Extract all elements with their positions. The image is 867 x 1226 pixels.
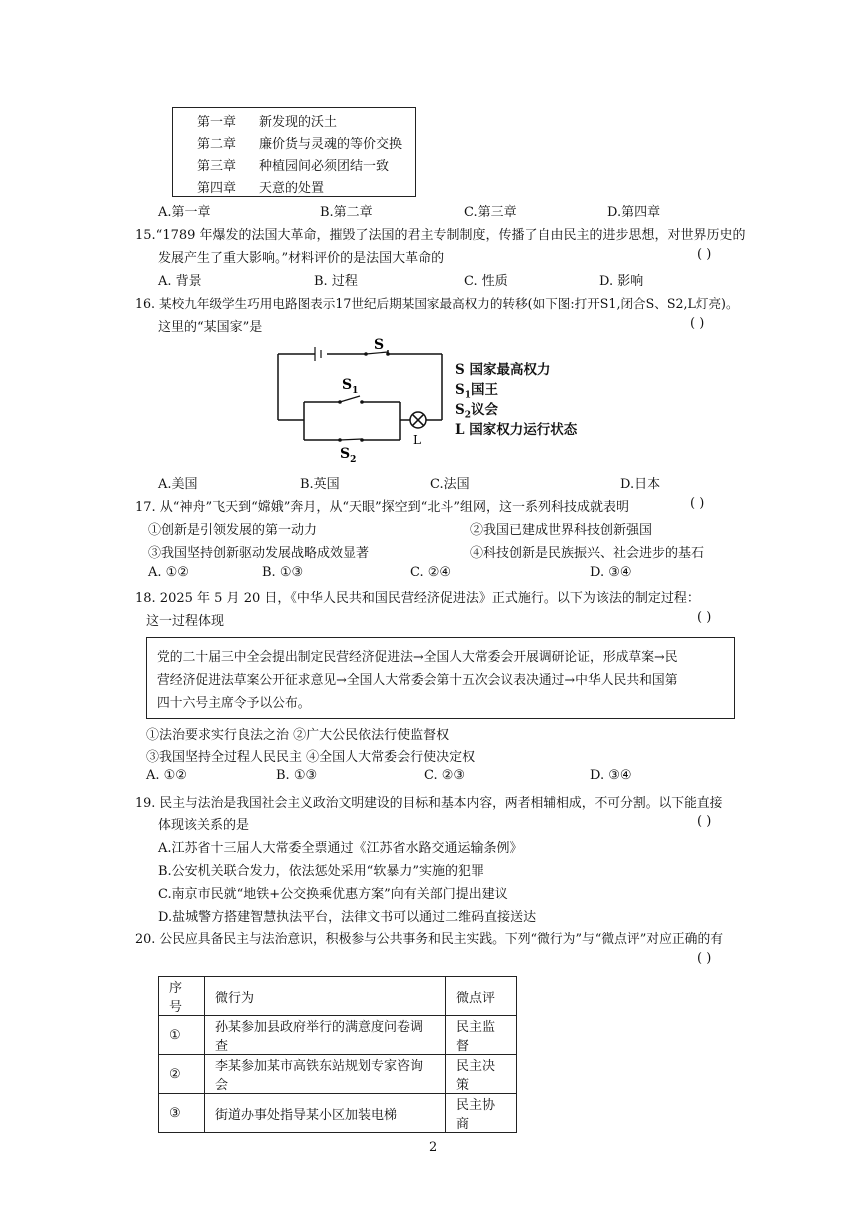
q17-answer-paren: ( ) xyxy=(690,496,705,511)
header-cell: 微点评 xyxy=(446,977,517,1016)
table-cell: 民主决策 xyxy=(446,1055,517,1094)
q15-stem-line2: 发展产生了重大影响。”材料评价的是法国大革命的 xyxy=(158,251,445,266)
q19-stem-line2: 体现该关系的是 xyxy=(158,818,250,833)
micro-behavior-table xyxy=(158,976,517,1133)
q18-stem-line1: 18. 2025 年 5 月 20 日，《中华人民共和国民营经济促进法》正式施行。以下为该法的制定过程： xyxy=(135,591,700,606)
legend-s2: $S_2$议会 xyxy=(455,402,499,421)
q14-option-d: D.第四章 xyxy=(607,205,661,220)
q17-option-a: A. ①② xyxy=(148,565,189,580)
q16-stem-line2: 这里的“某国家”是 xyxy=(158,320,263,335)
q19-stem-line1: 19. 民主与法治是我国社会主义政治文明建设的目标和基本内容，两者相辅相成，不可分割。以下能直接 xyxy=(135,796,723,811)
table-header-row xyxy=(159,977,517,1016)
q18-items-row1: ①法治要求实行良法之治 ②广大公民依法行使监督权 xyxy=(146,728,450,743)
chapter-row: 第三章 种植园间必须团结一致 xyxy=(197,159,390,174)
header-cell: 微行为 xyxy=(205,977,446,1016)
legend-l: L 国家权力运行状态 xyxy=(455,422,578,438)
table-row xyxy=(159,1055,517,1094)
q17-item-3: ③我国坚持创新驱动发展战略成效显著 xyxy=(148,546,370,561)
label-s2: $S_2$ xyxy=(340,446,357,465)
label-s: S xyxy=(374,337,385,353)
q19-answer-paren: ( ) xyxy=(697,814,712,829)
q16-option-a: A.美国 xyxy=(158,477,198,492)
table-cell: 李某参加某市高铁东站规划专家咨询会 xyxy=(205,1055,446,1094)
legend-s1: $S_1$国王 xyxy=(455,382,499,401)
chapter-row: 第四章 天意的处置 xyxy=(197,181,325,196)
legend-s: S 国家最高权力 xyxy=(455,362,551,378)
law-process-box xyxy=(146,637,735,719)
table-cell: 街道办事处指导某小区加装电梯 xyxy=(205,1094,446,1133)
table-cell: 民主监督 xyxy=(446,1016,517,1055)
label-l: L xyxy=(413,433,421,447)
q17-stem: 17. 从“神舟”飞天到“嫦娥”奔月，从“天眼”探空到“北斗”组网，这一系列科技成就表明 xyxy=(135,500,629,515)
q18-stem-line2: 这一过程体现 xyxy=(146,614,225,629)
q17-item-2: ②我国已建成世界科技创新强国 xyxy=(470,523,653,538)
q17-option-d: D. ③④ xyxy=(590,565,632,580)
q15-option-a: A. 背景 xyxy=(158,274,202,289)
process-line: 党的二十届三中全会提出制定民营经济促进法→全国人大常委会开展调研论证，形成草案→民 xyxy=(157,650,678,665)
q20-answer-paren: ( ) xyxy=(697,951,712,966)
table-cell: ③ xyxy=(159,1094,205,1133)
q17-item-1: ①创新是引领发展的第一动力 xyxy=(148,523,318,538)
q19-option-d: D.盐城警方搭建智慧执法平台，法律文书可以通过二维码直接送达 xyxy=(158,910,537,925)
q14-option-b: B.第二章 xyxy=(320,205,373,220)
q18-answer-paren: ( ) xyxy=(697,610,712,625)
q16-option-c: C.法国 xyxy=(430,477,470,492)
q18-option-d: D. ③④ xyxy=(590,768,632,783)
q16-option-d: D.日本 xyxy=(620,477,661,492)
q17-option-b: B. ①③ xyxy=(262,565,304,580)
switch-s2 xyxy=(340,439,362,440)
table-cell: ① xyxy=(159,1016,205,1055)
process-line: 营经济促进法草案公开征求意见→全国人大常委会第十五次会议表决通过→中华人民共和国第 xyxy=(157,673,678,688)
q15-stem-line1: 15.“1789 年爆发的法国大革命，摧毁了法国的君主专制制度，传播了自由民主的进步思想，对世界历史的 xyxy=(135,228,746,243)
table-cell: 民主协商 xyxy=(446,1094,517,1133)
process-line: 四十六号主席令予以公布。 xyxy=(157,696,311,711)
q16-answer-paren: ( ) xyxy=(690,316,705,331)
q18-option-a: A. ①② xyxy=(146,768,187,783)
chapter-row: 第一章 新发现的沃土 xyxy=(197,115,338,130)
table-cell: ② xyxy=(159,1055,205,1094)
table-row xyxy=(159,1094,517,1133)
q15-option-c: C. 性质 xyxy=(464,274,508,289)
q18-option-c: C. ②③ xyxy=(424,768,466,783)
q16-stem-line1: 16. 某校九年级学生巧用电路图表示17世纪后期某国家最高权力的转移(如下图:打开S1,闭合S、S2,L灯亮)。 xyxy=(135,296,739,311)
table-cell: 孙某参加县政府举行的满意度问卷调查 xyxy=(205,1016,446,1055)
label-s1: $S_1$ xyxy=(342,377,359,396)
table-row xyxy=(159,1016,517,1055)
q18-option-b: B. ①③ xyxy=(276,768,318,783)
q14-option-a: A.第一章 xyxy=(158,205,211,220)
q19-option-a: A.江苏省十三届人大常委全票通过《江苏省水路交通运输条例》 xyxy=(158,841,523,856)
q15-answer-paren: ( ) xyxy=(697,247,712,262)
q16-option-b: B.英国 xyxy=(300,477,340,492)
q19-option-c: C.南京市民就“地铁+公交换乘优惠方案”向有关部门提出建议 xyxy=(158,887,508,902)
q17-option-c: C. ②④ xyxy=(410,565,452,580)
circuit-diagram xyxy=(270,336,450,466)
chapter-box xyxy=(172,107,416,197)
q15-option-b: B. 过程 xyxy=(314,274,358,289)
header-cell: 序号 xyxy=(159,977,205,1016)
q20-stem: 20. 公民应具备民主与法治意识，积极参与公共事务和民主实践。下列“微行为”与“微点评”对应正确的有 xyxy=(135,932,724,947)
q14-option-c: C.第三章 xyxy=(464,205,517,220)
chapter-row: 第二章 廉价货与灵魂的等价交换 xyxy=(197,137,403,152)
q19-option-b: B.公安机关联合发力，依法惩处采用“软暴力”实施的犯罪 xyxy=(158,864,484,879)
q18-items-row2: ③我国坚持全过程人民民主 ④全国人大常委会行使决定权 xyxy=(146,750,476,765)
page-number: 2 xyxy=(429,1140,438,1155)
q17-item-4: ④科技创新是民族振兴、社会进步的基石 xyxy=(470,546,705,561)
q15-option-d: D. 影响 xyxy=(599,274,644,289)
switch-s1 xyxy=(340,396,360,402)
